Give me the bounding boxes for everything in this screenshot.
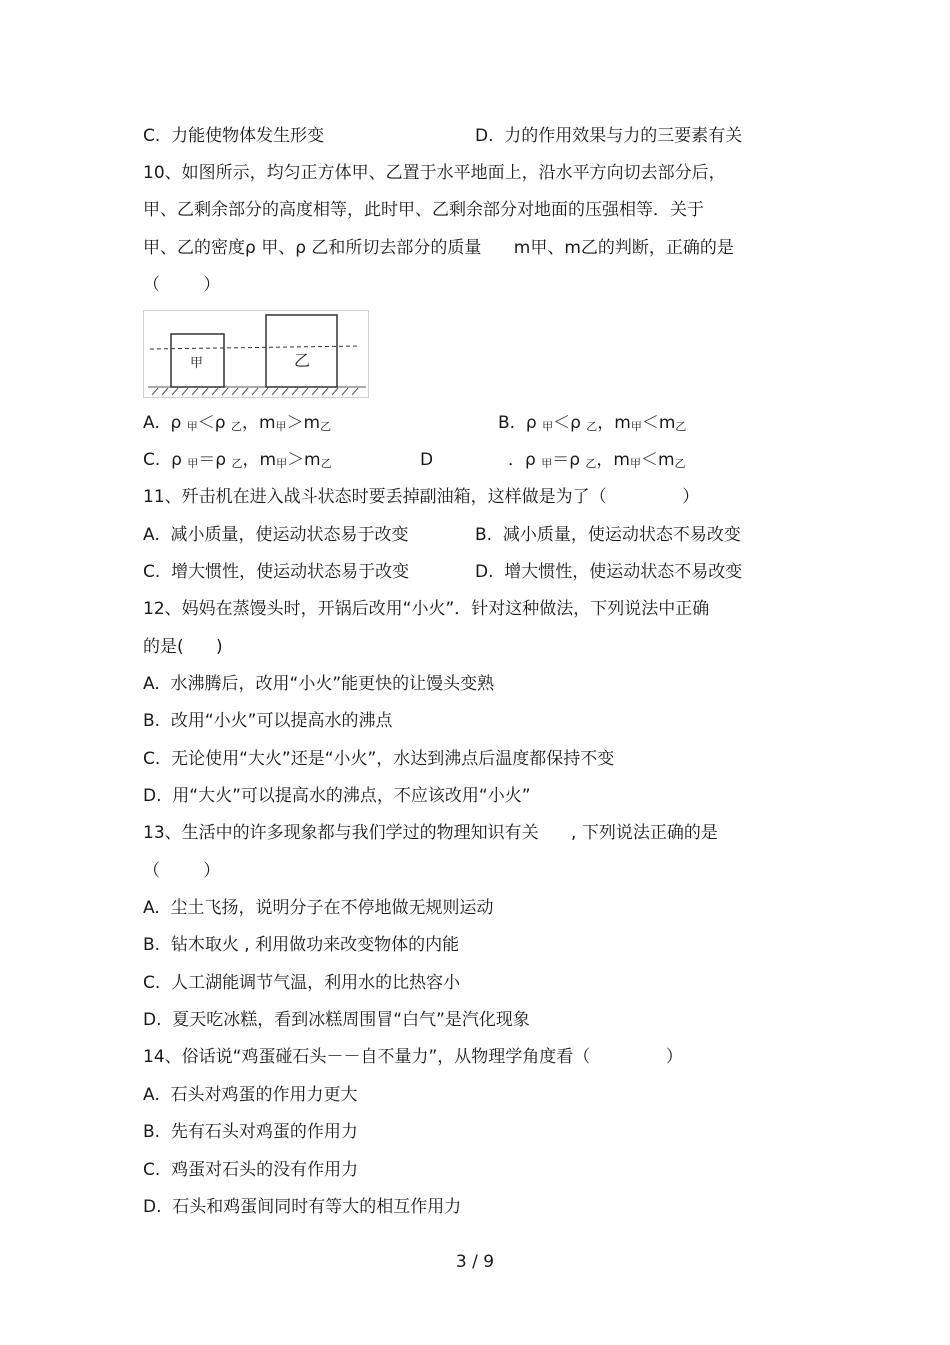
q11-stem: 11、歼击机在进入战斗状态时要丢掉副油箱，这样做是为了（ ）	[143, 487, 700, 507]
q14-option-d: D. 石头和鸡蛋间同时有等大的相互作用力	[143, 1197, 462, 1217]
q10-answer-blank: （ ）	[143, 275, 221, 295]
q14-stem: 14、俗话说“鸡蛋碰石头－－自不量力”，从物理学角度看（ ）	[143, 1047, 683, 1067]
q13-option-b: B. 钻木取火 , 利用做功来改变物体的内能	[143, 935, 460, 955]
q9-option-c: C. 力能使物体发生形变	[143, 126, 325, 146]
q11-option-d: D. 增大惯性，使运动状态不易改变	[475, 562, 743, 582]
q10-stem-line1: 10、如图所示，均匀正方体甲、乙置于水平地面上，沿水平方向切去部分后，	[143, 163, 726, 183]
q12-option-b: B. 改用“小火”可以提高水的沸点	[143, 711, 393, 731]
q11-option-b: B. 减小质量，使运动状态不易改变	[475, 525, 741, 545]
q13-option-d: D. 夏天吃冰糕，看到冰糕周围冒“白气”是汽化现象	[143, 1010, 530, 1030]
q10-stem-line3: 甲、乙的密度ρ 甲、ρ 乙和所切去部分的质量 m甲、m乙的判断，正确的是	[143, 238, 734, 258]
q10-option-d: ．ρ $_甲$＝ρ $_乙$，$m_甲<m_乙$	[508, 450, 686, 470]
q14-option-a: A. 石头对鸡蛋的作用力更大	[143, 1085, 358, 1105]
q14-option-b: B. 先有石头对鸡蛋的作用力	[143, 1122, 358, 1142]
q13-stem-line1: 13、生活中的许多现象都与我们学过的物理知识有关 , 下列说法正确的是	[143, 823, 718, 843]
q10-stem-line2: 甲、乙剩余部分的高度相等，此时甲、乙剩余部分对地面的压强相等．关于	[143, 200, 704, 220]
q10-option-b: B. ρ $_甲$＜ρ $_乙$，$m_甲<m_乙$	[498, 413, 687, 433]
q10-option-c: C. ρ $_甲$＝ρ $_乙$，$m_甲>m_乙$	[143, 450, 332, 470]
q10-option-a: A. ρ $_甲$＜ρ $_乙$，$m_甲>m_乙$	[143, 413, 332, 433]
q12-option-a: A. 水沸腾后，改用“小火”能更快的让馒头变熟	[143, 674, 495, 694]
q12-option-d: D. 用“大火”可以提高水的沸点，不应该改用“小火”	[143, 786, 531, 806]
blocks-diagram	[144, 311, 368, 397]
q9-option-d: D. 力的作用效果与力的三要素有关	[475, 126, 743, 146]
q12-stem-line2: 的是( )	[143, 637, 223, 657]
q12-option-c: C. 无论使用“大火”还是“小火”，水达到沸点后温度都保持不变	[143, 749, 615, 769]
q14-option-c: C. 鸡蛋对石头的没有作用力	[143, 1160, 359, 1180]
page-number: 3 / 9	[455, 1252, 495, 1272]
q11-option-c: C. 增大惯性，使运动状态易于改变	[143, 562, 410, 582]
q11-option-a: A. 减小质量，使运动状态易于改变	[143, 525, 409, 545]
q13-option-c: C. 人工湖能调节气温，利用水的比热容小	[143, 973, 461, 993]
label-yi: 乙	[294, 351, 311, 370]
q13-stem-line2: （ ）	[143, 861, 221, 881]
label-jia: 甲	[190, 356, 204, 371]
q10-figure	[143, 310, 369, 398]
q12-stem-line1: 12、妈妈在蒸馒头时，开锅后改用“小火”．针对这种做法，下列说法中正确	[143, 599, 710, 619]
q13-option-a: A. 尘土飞扬，说明分子在不停地做无规则运动	[143, 898, 494, 918]
q10-option-d-letter: D	[420, 450, 434, 470]
